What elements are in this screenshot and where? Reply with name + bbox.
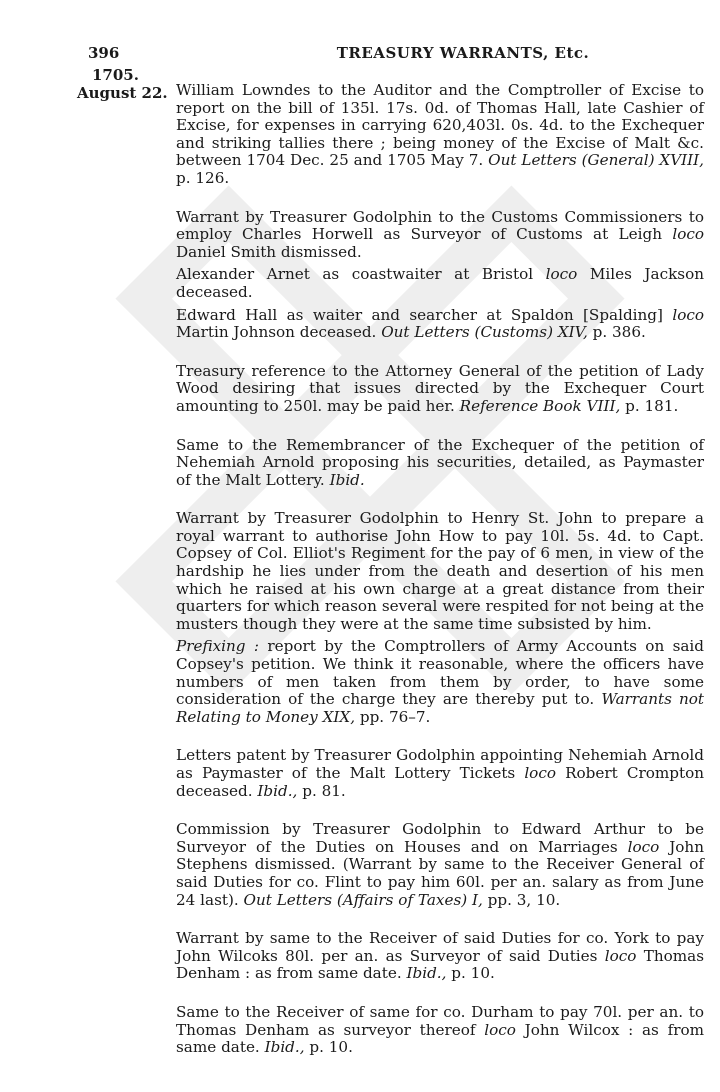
entry-reference: Ibid., [264, 1038, 305, 1057]
entry-12: Same to the Receiver of same for co. Durham to pay 70l. per an. to Thomas Denham as surveyor thereof loco John Wilcox : as from same date. Ibid., p. 10. [176, 1002, 705, 1057]
entry-6: Same to the Remembrancer of the Exchequer of the petition of Nehemiah Arnold proposing his securities, detailed, as Paymaster of the Malt Lottery. Ibid. [176, 435, 704, 489]
entry-reference: Out Letters (Customs) XIV, [381, 323, 588, 342]
entry-reference: Ibid., [406, 964, 447, 983]
entry-reference: Reference Book VIII, [459, 396, 621, 415]
margin-date: August 22. [77, 84, 168, 102]
entry-reference: Ibid. [329, 470, 365, 489]
entry-1: William Lowndes to the Auditor and the Comptroller of Excise to report on the bill of 135l. 17s. 0d. of Thomas Hall, late Cashier of Excise, for expenses in carrying 620,403l. 0s. 4d. to the Exchequer and striking tallies there ; being money of the Excise of Malt &c. between 1704 Dec. 25 and 1705 May 7. Out Letters (General) XVIII, p. 126. [176, 81, 704, 187]
page-header [88, 44, 708, 66]
document-body [176, 82, 704, 1057]
page-number: 396 [88, 44, 120, 62]
entry-8: Prefixing : report by the Comptrollers of Army Accounts on said Copsey's petition. We think it reasonable, where the officers have numbers of men taken from them by order, to have some consideration of the charge they are thereby put to. Warrants not Relating to Money XIX, pp. 76–7. [176, 637, 705, 726]
entry-5: Treasury reference to the Attorney General of the petition of Lady Wood desiring that issues directed by the Exchequer Court amounting to 250l. may be paid her. Reference Book VIII, p. 181. [176, 361, 704, 415]
entry-reference: Out Letters (General) XVIII, [488, 151, 704, 170]
entry-10: Commission by Treasurer Godolphin to Edward Arthur to be Surveyor of the Duties on Houses and on Marriages loco John Stephens dismissed. (Warrant by same to the Receiver General of said Duties for co. Flint to pay him 60l. per an. salary as from June 24 last). Out Letters (Affairs of Taxes) I, pp. 3, 10. [176, 820, 704, 909]
entry-reference: Warrants not Relating to Money XIX, [176, 690, 705, 726]
entry-7: Warrant by Treasurer Godolphin to Henry St. John to prepare a royal warrant to authorise John How to pay 10l. 5s. 4d. to Capt. Copsey of Col. Elliot's Regiment for the pay of 6 men, in view of the hardship he lies under from the death and desertion of his men which he raised at his own charge at a great distance from their quarters for which reason several were respited for not being at the musters though they were at the same time subsisted by him. [176, 509, 704, 633]
entry-reference: Ibid., [257, 781, 298, 800]
entry-4: Edward Hall as waiter and searcher at Spaldon [Spalding] loco Martin Johnson deceased. Out Letters (Customs) XIV, p. 386. [176, 305, 704, 342]
entry-11: Warrant by same to the Receiver of said Duties for co. York to pay John Wilcoks 80l. per an. as Surveyor of said Duties loco Thomas Denham : as from same date. Ibid., p. 10. [176, 929, 705, 983]
entry-reference: Out Letters (Affairs of Taxes) I, [243, 890, 483, 909]
entry-2: Warrant by Treasurer Godolphin to the Customs Commissioners to employ Charles Horwell as Surveyor of Customs at Leigh loco Daniel Smith dismissed. [176, 207, 704, 261]
running-title: TREASURY WARRANTS, Etc. [336, 44, 590, 62]
entry-9: Letters patent by Treasurer Godolphin appointing Nehemiah Arnold as Paymaster of the Malt Lottery Tickets loco Robert Crompton deceased. Ibid., p. 81. [176, 746, 704, 800]
margin-year: 1705. [92, 66, 139, 84]
entry-3: Alexander Arnet as coastwaiter at Bristol loco Miles Jackson deceased. [176, 265, 704, 301]
